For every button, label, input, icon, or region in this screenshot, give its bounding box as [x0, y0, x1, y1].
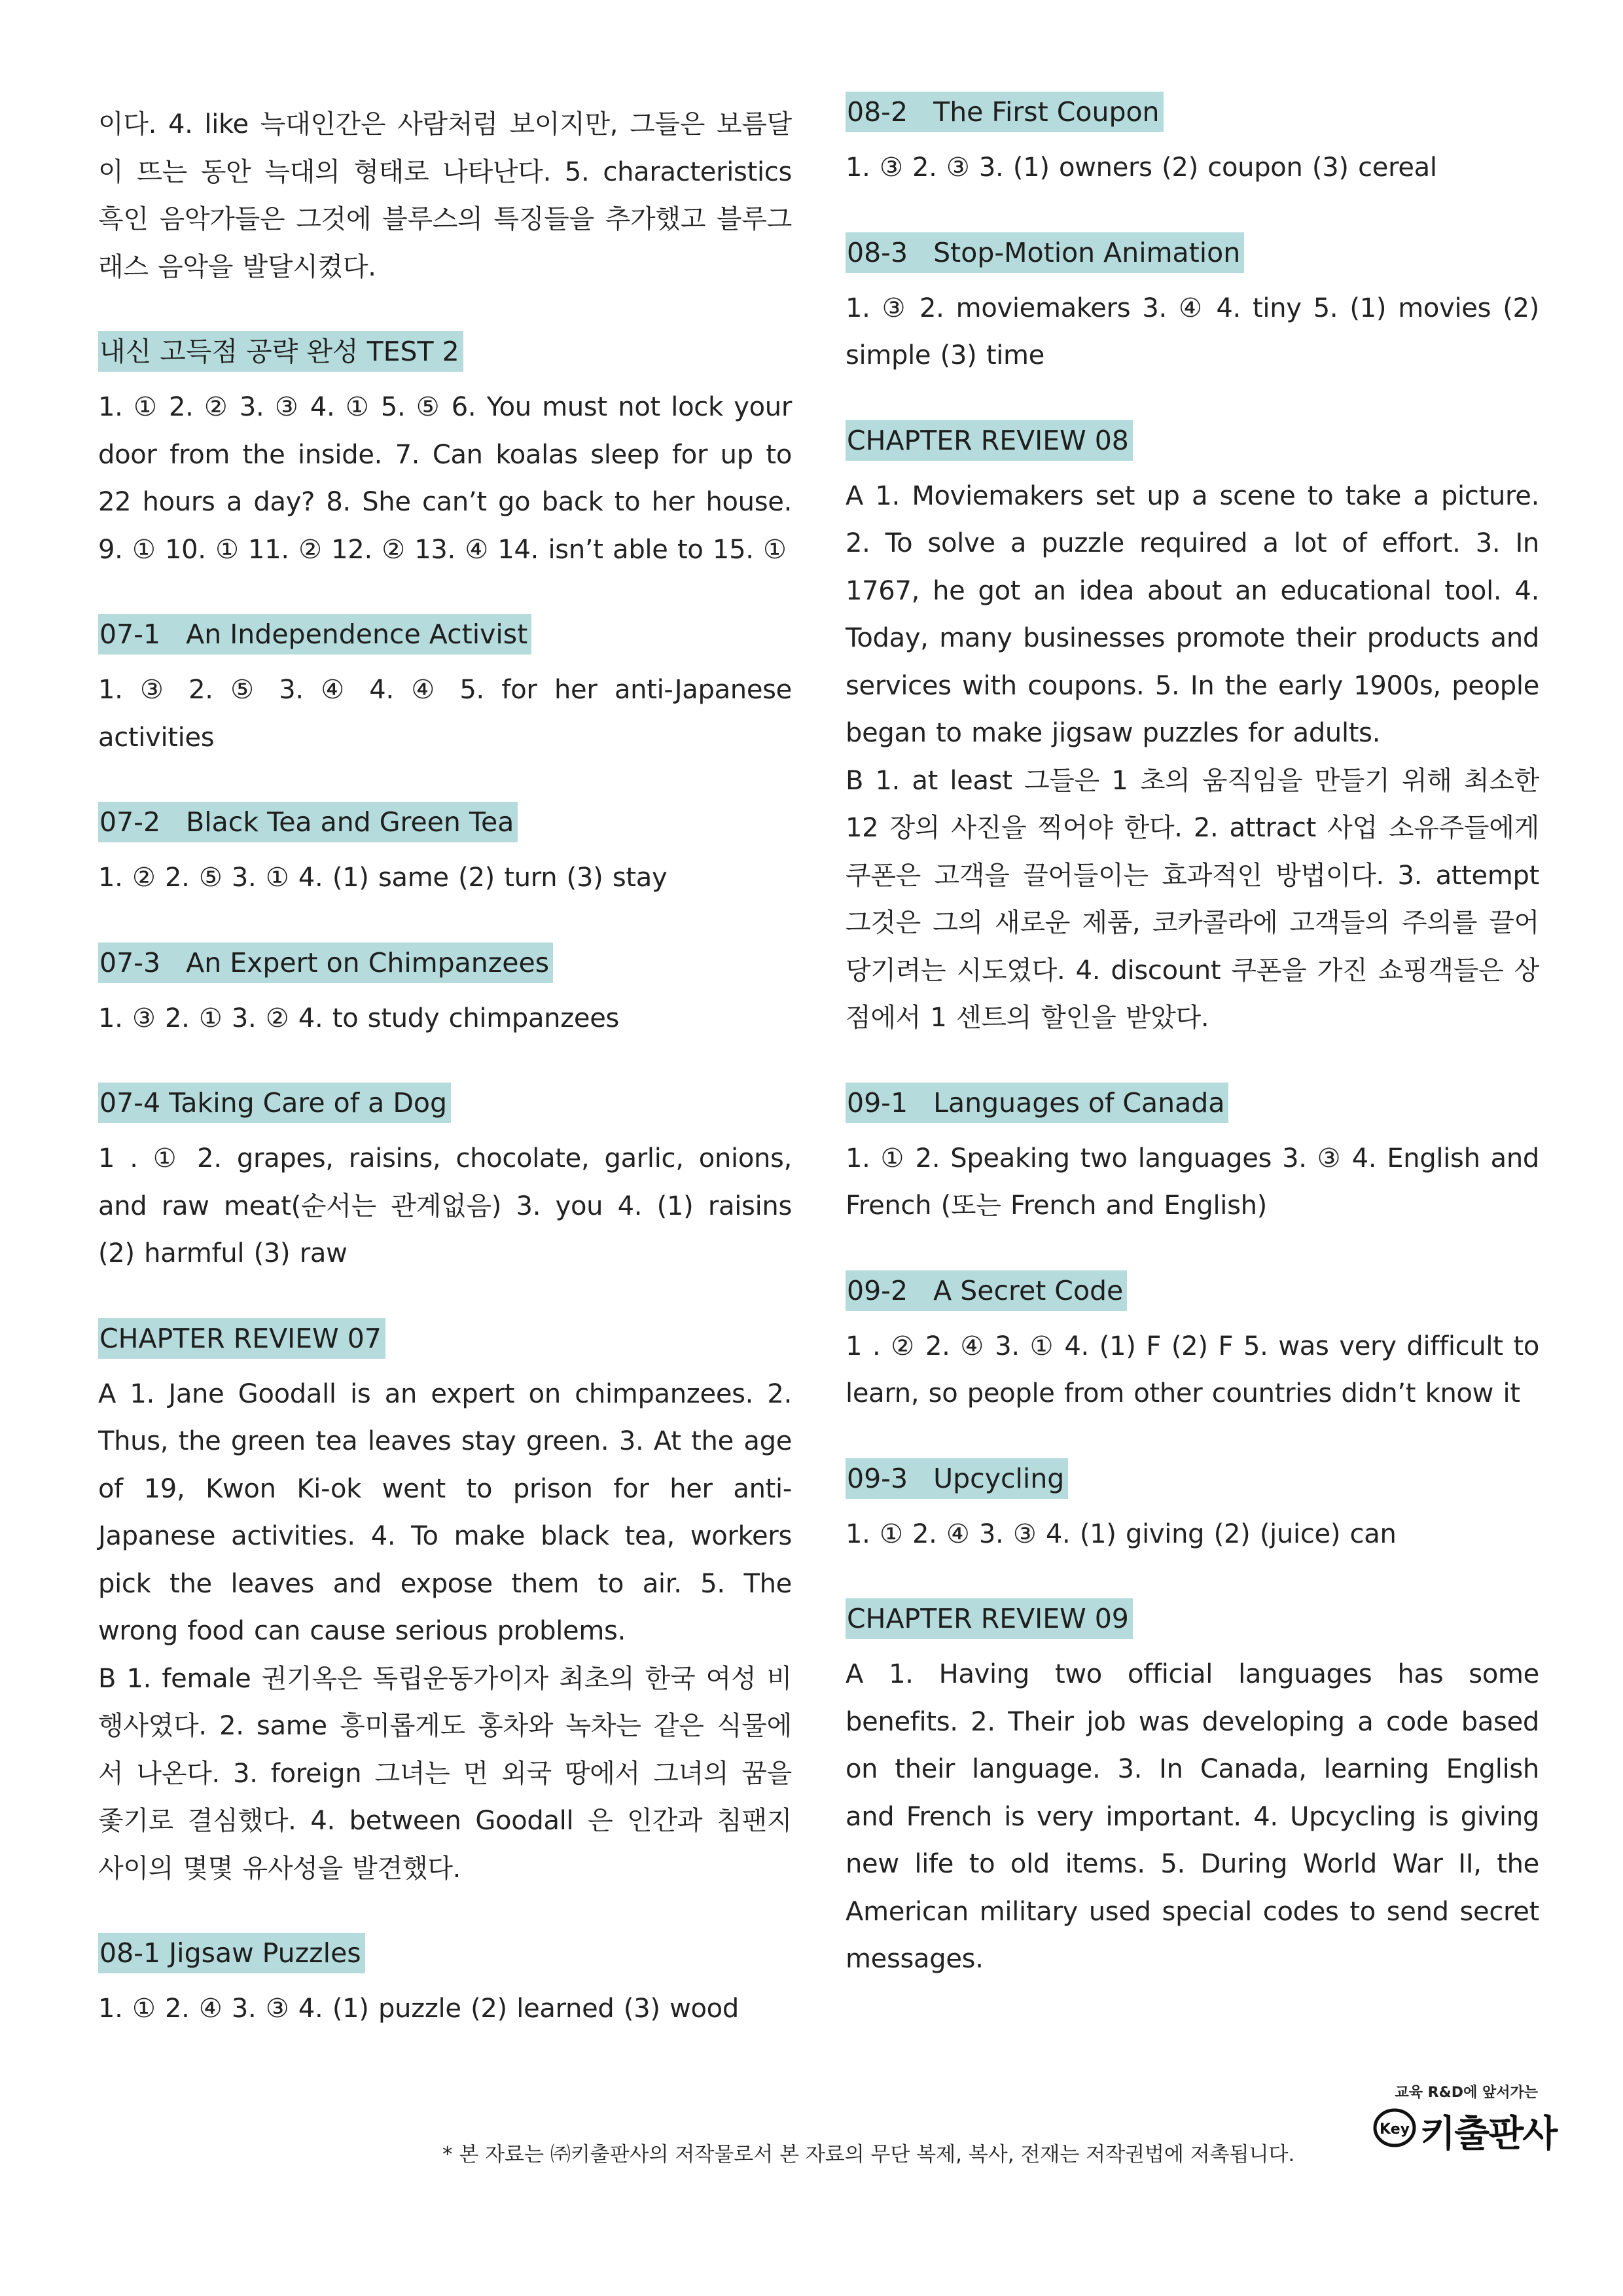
section-heading: CHAPTER REVIEW 07 [98, 1318, 385, 1359]
answer-text: 1. ① 2. ④ 3. ③ 4. (1) giving (2) (juice) can [846, 1518, 1397, 1549]
answer-section [98, 1933, 792, 2033]
answer-text: A 1. Moviemakers set up a scene to take a picture. 2. To solve a puzzle required a lot of effort. 3. In 1767, he got an idea about an educational tool. 4. Today, many businesses promote their products and services with coupons. 5. In the early 1900s, people began to make jigsaw puzzles for adults. [846, 480, 1539, 748]
answer-text: 1. ① 2. ② 3. ③ 4. ① 5. ⑤ 6. You must not lock your door from the inside. 7. Can koalas sleep for up to 22 hours a day? 8. She can’t go back to her house. 9. ① 10. ① 11. ② 12. ② 13. ④ 14. isn’t able to 15. ① [98, 392, 792, 565]
brand-tagline: 교육 R&D에 앞서가는 [1395, 2085, 1538, 2101]
answer-section [98, 802, 792, 902]
answer-text: 이다. 4. like 늑대인간은 사람처럼 보이지만, 그들은 보름달이 뜨는 동안 늑대의 형태로 나타난다. 5. characteristics 흑인 음악가들은 그것에 블루스의 특징들을 추가했고 블루그래스 음악을 발달시켰다. [98, 109, 792, 282]
section-heading: 08-2 The First Coupon [846, 92, 1164, 132]
answer-section [846, 1598, 1539, 1983]
answer-text: B 1. at least 그들은 1 초의 움직임을 만들기 위해 최소한 12 장의 사진을 찍어야 한다. 2. attract 사업 소유주들에게 쿠폰은 고객을 끌어들이는 효과적인 방법이다. 3. attempt 그것은 그의 새로운 제품, 코카콜라에 고객들의 주의를 끌어당기려는 시도였다. 4. discount 쿠폰을 가진 쇼핑객들은 상점에서 1 센트의 할인을 받았다. [846, 765, 1539, 1033]
answer-text: 1. ③ 2. ① 3. ② 4. to study chimpanzees [98, 1003, 620, 1033]
section-heading: 내신 고득점 공략 완성 TEST 2 [98, 331, 463, 372]
left-column [98, 92, 792, 2073]
right-column [846, 92, 1539, 2024]
answer-section [98, 331, 792, 573]
answer-section [846, 420, 1539, 1042]
answer-section [846, 232, 1539, 380]
answer-section [98, 942, 792, 1043]
answer-text: 1. ① 2. ④ 3. ③ 4. (1) puzzle (2) learned (3) wood [98, 1994, 739, 2024]
answer-section [846, 1458, 1539, 1558]
answer-text: A 1. Jane Goodall is an expert on chimpanzees. 2. Thus, the green tea leaves stay green. 3. At the age of 19, Kwon Ki-ok went to prison for her anti-Japanese activities. 4. To make black tea, workers pick the leaves and expose them to air. 5. The wrong food can cause serious problems. [98, 1378, 792, 1646]
section-heading: 09-3 Upcycling [846, 1458, 1068, 1499]
answer-section [98, 614, 792, 761]
answer-text: A 1. Having two official languages has some benefits. 2. Their job was developing a code based on their language. 3. In Canada, learning English and French is very important. 4. Upcycling is giving new life to old items. 5. During World War II, the American military used special codes to send secret messages. [846, 1659, 1539, 1974]
section-heading: CHAPTER REVIEW 09 [846, 1598, 1133, 1639]
section-heading: 07-3 An Expert on Chimpanzees [98, 942, 553, 983]
publisher-brand [1368, 2081, 1557, 2155]
section-heading: 07-2 Black Tea and Green Tea [98, 802, 518, 842]
section-heading: 08-3 Stop-Motion Animation [846, 232, 1244, 273]
section-heading: 08-1 Jigsaw Puzzles [98, 1933, 365, 1973]
answer-section [846, 92, 1539, 192]
answer-text: 1 . ② 2. ④ 3. ① 4. (1) F (2) F 5. was very difficult to learn, so people from other countries didn’t know it [846, 1331, 1539, 1408]
section-heading: 07-4 Taking Care of a Dog [98, 1083, 451, 1123]
key-logo-icon [1373, 2108, 1416, 2148]
answer-text: 1 . ① 2. grapes, raisins, chocolate, garlic, onions, and raw meat(순서는 관계없음) 3. you 4. (1) raisins (2) harmful (3) raw [98, 1143, 792, 1268]
section-heading: 09-1 Languages of Canada [846, 1083, 1228, 1123]
section-heading: CHAPTER REVIEW 08 [846, 420, 1133, 461]
answer-text: 1. ③ 2. ⑤ 3. ④ 4. ④ 5. for her anti-Japanese activities [98, 675, 792, 753]
answer-section [846, 1270, 1539, 1418]
section-heading: 09-2 A Secret Code [846, 1270, 1127, 1311]
logo-text: Key [1380, 2121, 1410, 2138]
copyright-notice: * 본 자료는 ㈜키출판사의 저작물로서 본 자료의 무단 복제, 복사, 전재는 저작권법에 저촉됩니다. [442, 2143, 1295, 2166]
brand-name: 키출판사 [1420, 2113, 1557, 2155]
answer-section [98, 1318, 792, 1893]
answer-section [98, 1083, 792, 1278]
answer-text: 1. ③ 2. moviemakers 3. ④ 4. tiny 5. (1) movies (2) simple (3) time [846, 293, 1539, 370]
answer-text: 1. ② 2. ⑤ 3. ① 4. (1) same (2) turn (3) stay [98, 863, 668, 893]
section-heading: 07-1 An Independence Activist [98, 614, 531, 655]
answer-section [846, 1083, 1539, 1230]
answer-text: B 1. female 권기옥은 독립운동가이자 최초의 한국 여성 비행사였다. 2. same 흥미롭게도 홍차와 녹차는 같은 식물에서 나온다. 3. foreign 그녀는 먼 외국 땅에서 그녀의 꿈을 좇기로 결심했다. 4. between Goodall 은 인간과 침팬지 사이의 몇몇 유사성을 발견했다. [98, 1663, 792, 1884]
continued-section [98, 101, 792, 291]
answer-text: 1. ③ 2. ③ 3. (1) owners (2) coupon (3) cereal [846, 152, 1437, 183]
answer-text: 1. ① 2. Speaking two languages 3. ③ 4. English and French (또는 French and English) [846, 1143, 1539, 1221]
